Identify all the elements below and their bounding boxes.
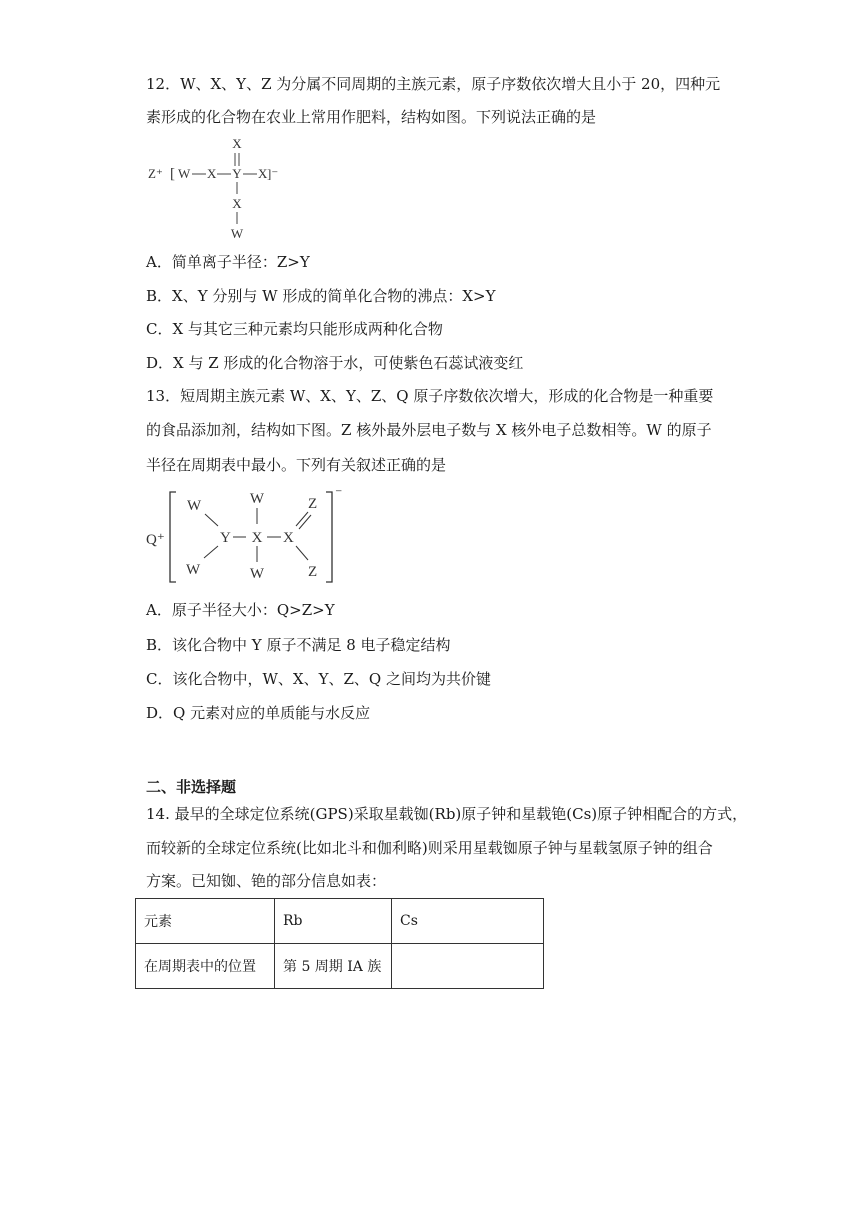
- q12-option-c: C．X 与其它三种元素均只能形成两种化合物: [146, 320, 443, 338]
- table-row: [136, 944, 544, 989]
- q12-stem-line1: 12．W、X、Y、Z 为分属不同周期的主族元素，原子序数依次增大且小于 20，四种元: [146, 75, 721, 93]
- q13-cation: Q⁺: [146, 532, 165, 548]
- q13-stem-line2: 的食品添加剂，结构如下图。Z 核外最外层电子数与 X 核外电子总数相等。W 的原子: [146, 421, 712, 439]
- q12-structure-diagram: [140, 134, 300, 246]
- q12-atom-x-bottom: X: [232, 196, 242, 211]
- q14-stem-line3: 方案。已知铷、铯的部分信息如表：: [146, 872, 387, 890]
- q13-structure-diagram: [140, 486, 350, 586]
- q12-cation: Z⁺: [148, 166, 163, 181]
- element-info-table: [135, 898, 544, 989]
- q12-option-d: D．X 与 Z 形成的化合物溶于水，可使紫色石蕊试液变红: [146, 354, 524, 372]
- q13-atom-y: Y: [220, 530, 231, 546]
- q13-atom-z-top: Z: [308, 496, 318, 512]
- q12-atom-w1: W: [178, 166, 191, 181]
- q13-charge: ⁻: [335, 487, 343, 502]
- table-cell: 在周期表中的位置: [136, 944, 275, 989]
- q13-option-a: A．原子半径大小：Q>Z>Y: [146, 601, 335, 619]
- q13-atom-z-bot: Z: [308, 564, 318, 580]
- table-cell: 第 5 周期 IA 族: [275, 944, 392, 989]
- table-cell: Cs: [392, 899, 544, 944]
- q12-bracket-open: [: [170, 166, 175, 182]
- q13-option-c: C．该化合物中，W、X、Y、Z、Q 之间均为共价键: [146, 670, 491, 688]
- q13-atom-w-bot: W: [249, 566, 265, 582]
- section-heading: 二、非选择题: [146, 778, 237, 796]
- q13-option-b: B．该化合物中 Y 原子不满足 8 电子稳定结构: [146, 636, 451, 654]
- q13-atom-x2: X: [283, 530, 294, 546]
- table-cell: Rb: [275, 899, 392, 944]
- q13-option-d: D．Q 元素对应的单质能与水反应: [146, 704, 371, 722]
- table-cell: 元素: [136, 899, 275, 944]
- q12-option-b: B．X、Y 分别与 W 形成的简单化合物的沸点：X>Y: [146, 287, 496, 305]
- q12-stem-line2: 素形成的化合物在农业上常用作肥料，结构如图。下列说法正确的是: [146, 108, 597, 126]
- q12-atom-x2: X: [258, 166, 268, 181]
- q12-atom-w-bottom: W: [230, 226, 244, 241]
- q12-option-a: A．简单离子半径：Z>Y: [146, 253, 310, 271]
- q14-stem-line1: 14. 最早的全球定位系统(GPS)采取星载铷(Rb)原子钟和星载铯(Cs)原子钟相配合的方式，: [146, 805, 748, 823]
- q12-atom-x1: X: [207, 166, 217, 181]
- table-row: [136, 899, 544, 944]
- q13-stem-line1: 13．短周期主族元素 W、X、Y、Z、Q 原子序数依次增大，形成的化合物是一种重要: [146, 387, 714, 405]
- q13-atom-x1: X: [251, 530, 263, 546]
- q12-bracket-close: ]⁻: [267, 166, 279, 181]
- q13-atom-w-tl: W: [187, 498, 202, 514]
- table-cell: [392, 944, 544, 989]
- q13-atom-w-top: W: [249, 491, 265, 507]
- q12-atom-x-top: X: [232, 136, 242, 151]
- q13-atom-w-bl: W: [186, 562, 201, 578]
- q12-atom-y: Y: [232, 166, 242, 181]
- q13-stem-line3: 半径在周期表中最小。下列有关叙述正确的是: [146, 456, 447, 474]
- q14-stem-line2: 而较新的全球定位系统(比如北斗和伽利略)则采用星载铷原子钟与星载氢原子钟的组合: [146, 839, 713, 857]
